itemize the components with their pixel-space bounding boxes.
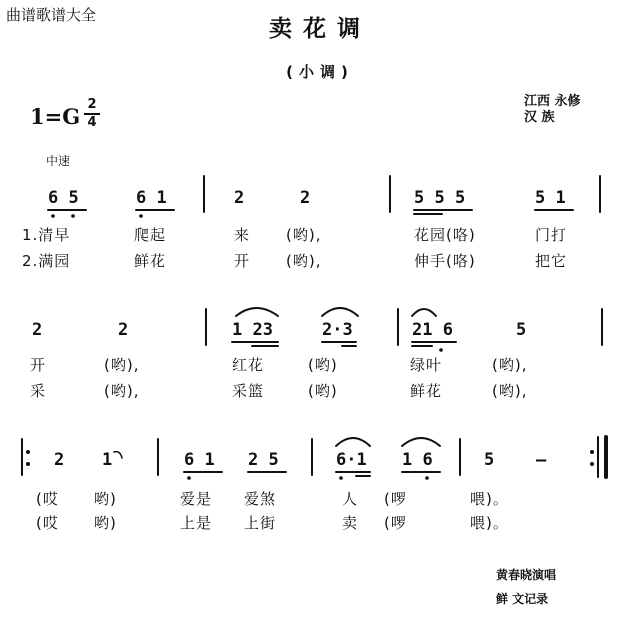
note-group: 6·1 (336, 450, 367, 470)
slur (322, 308, 358, 316)
lyric-verse-1: 绿叶 (410, 356, 443, 374)
lyric-verse-1: 爱煞 (244, 490, 277, 508)
song-title: 卖花调 (269, 16, 371, 42)
lyric-verse-2: 采篮 (232, 382, 265, 400)
note-group: 5 5 5 (414, 188, 466, 208)
note-group: 2 (234, 188, 245, 208)
origin-region: 江西 永修 (524, 94, 581, 109)
lyric-verse-1: 哟) (94, 490, 117, 508)
lyric-verse-2: 卖 (342, 514, 359, 532)
lyric-verse-2: 上街 (244, 514, 277, 532)
lyric-verse-2: (啰 (384, 514, 407, 532)
note-group: 6 1 (136, 188, 167, 208)
slur (402, 438, 440, 446)
lyric-verse-1: (哟), (492, 356, 528, 374)
repeat-dot (590, 450, 594, 454)
low-octave-dot (339, 476, 343, 480)
lyric-verse-2: 采 (30, 382, 47, 400)
low-octave-dot (439, 348, 443, 352)
lyric-verse-2: 伸手(咯) (414, 252, 476, 270)
note-group: 6 5 (48, 188, 79, 208)
lyric-verse-2: 喂)。 (470, 514, 509, 532)
time-signature-bottom: 4 (87, 115, 97, 130)
lyric-verse-2: (哟) (308, 382, 338, 400)
credit-recorder: 鲜 文记录 (496, 592, 549, 606)
low-octave-dot (51, 214, 55, 218)
lyric-verse-2: (哟), (104, 382, 140, 400)
lyric-verse-1: (哎 (36, 490, 59, 508)
slur (412, 309, 436, 316)
note-group: 2 (118, 320, 129, 340)
repeat-dot (590, 462, 594, 466)
lyric-verse-1: 红花 (232, 356, 265, 374)
lyric-verse-1: 门打 (535, 226, 568, 244)
lyric-verse-1: 爬起 (134, 226, 167, 244)
key-signature: 1=G (30, 104, 81, 129)
lyric-verse-2: (哎 (36, 514, 59, 532)
note-group: 2 (32, 320, 43, 340)
low-octave-dot (425, 476, 429, 480)
grace-mark (114, 452, 122, 458)
note-group: 5 (516, 320, 527, 340)
lyric-verse-1: (哟) (308, 356, 338, 374)
note-group: 1 6 (402, 450, 433, 470)
lyric-verse-1: 喂)。 (470, 490, 509, 508)
tempo-marking: 中速 (46, 154, 71, 168)
note-group: 2 (54, 450, 65, 470)
lyric-verse-2: (哟), (492, 382, 528, 400)
lyric-verse-1: (啰 (384, 490, 407, 508)
lyric-verse-1: 开 (30, 356, 47, 374)
time-signature-top: 2 (87, 97, 97, 112)
origin-ethnicity: 汉 族 (524, 110, 555, 125)
song-subtitle: (小调) (286, 63, 354, 81)
lyric-verse-2: 开 (234, 252, 251, 270)
note-group: 1 23 (232, 320, 273, 340)
lyric-verse-2: 把它 (535, 252, 568, 270)
lyric-verse-1: 人 (342, 490, 359, 508)
note-group: 1 (102, 450, 113, 470)
lyric-verse-2: 哟) (94, 514, 117, 532)
lyric-verse-2: 2.满园 (22, 252, 71, 270)
note-group: 5 (484, 450, 495, 470)
slur (336, 438, 370, 446)
note-group: 6 1 (184, 450, 215, 470)
low-octave-dot (187, 476, 191, 480)
lyric-verse-1: 花园(咯) (414, 226, 476, 244)
note-group: 2 (300, 188, 311, 208)
lyric-verse-1: 爱是 (180, 490, 213, 508)
lyric-verse-2: 上是 (180, 514, 213, 532)
low-octave-dot (71, 214, 75, 218)
lyric-verse-1: 1.清早 (22, 226, 71, 244)
site-watermark: 曲谱歌谱大全 (6, 6, 97, 24)
note-group: 21 6 (412, 320, 453, 340)
lyric-verse-1: 来 (234, 226, 251, 244)
lyric-verse-1: (哟), (286, 226, 322, 244)
repeat-dot (26, 462, 30, 466)
lyric-verse-2: 鲜花 (134, 252, 167, 270)
slur (236, 308, 278, 316)
note-dash: — (536, 450, 547, 470)
note-group: 2·3 (322, 320, 353, 340)
note-group: 5 1 (535, 188, 566, 208)
low-octave-dot (139, 214, 143, 218)
lyric-verse-2: 鲜花 (410, 382, 443, 400)
note-group: 2 5 (248, 450, 279, 470)
credit-singer: 黄春晓演唱 (496, 568, 557, 582)
lyric-verse-1: (哟), (104, 356, 140, 374)
repeat-dot (26, 450, 30, 454)
lyric-verse-2: (哟), (286, 252, 322, 270)
